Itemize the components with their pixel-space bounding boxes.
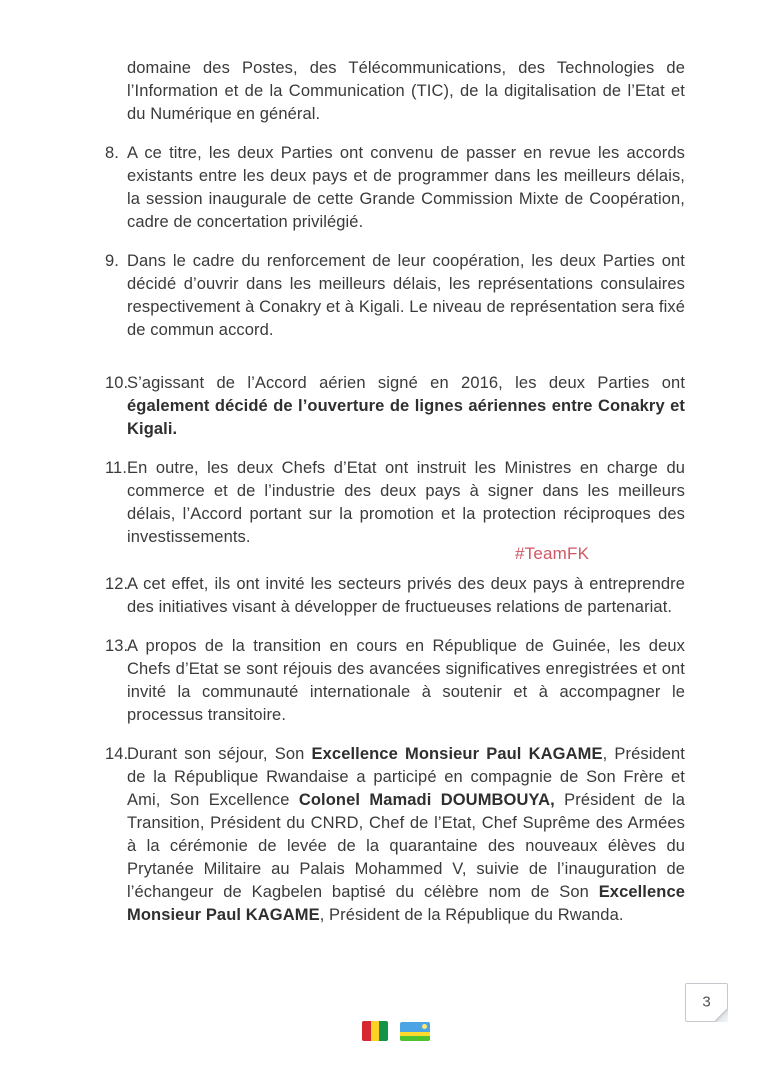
flag-band-green [379, 1021, 388, 1041]
paragraph-text: A propos de la transition en cours en République de Guinée, les deux Chefs d’Etat se sont réjouis des avancées significatives enregistrées et ont invité la communauté internationale à soutenir et à accompagner le processus transitoire. [127, 637, 685, 724]
paragraph-text: A ce titre, les deux Parties ont convenu de passer en revue les accords existants entre les deux pays et de programmer dans les meilleurs délais, la session inaugurale de cette Grande Commission Mixte de Coopération, cadre de concertation privilégié. [127, 144, 685, 231]
paragraph-number: 9. [105, 252, 119, 270]
paragraph-text-bold: Excellence Monsieur Paul KAGAME [127, 883, 685, 924]
paragraph-number: 13. [105, 637, 129, 655]
paragraph-number: 10. [105, 374, 129, 392]
flag-band-red [362, 1021, 371, 1041]
guinea-flag-icon [362, 1021, 388, 1041]
paragraph-text-bold: Excellence Monsieur Paul KAGAME [311, 745, 603, 763]
page-number: 3 [702, 992, 711, 1010]
paragraph-number: 14. [105, 745, 129, 763]
paragraph-text-bold: Colonel Mamadi DOUMBOUYA, [298, 791, 555, 809]
document-body [105, 57, 685, 927]
paragraph-number: 12. [105, 575, 129, 593]
paragraph-number: 11. [105, 459, 128, 477]
paragraph [105, 457, 685, 549]
paragraph-text: En outre, les deux Chefs d’Etat ont instruit les Ministres en charge du commerce et de l’industrie des deux pays à signer dans les meilleurs délais, l’Accord portant sur la promotion et la protection réciproques des investissements. [127, 459, 685, 546]
paragraph [105, 57, 685, 126]
paragraph-text-bold: également décidé de l’ouverture de lignes aériennes entre Conakry et Kigali. [127, 397, 685, 438]
rwanda-flag-icon [400, 1022, 430, 1041]
paragraph [105, 573, 685, 619]
page-number-box [685, 983, 728, 1022]
paragraph-text: Président de la Transition, Président du CNRD, Chef de l’Etat, Chef Suprême des Armées à la cérémonie de levée de la quarantaine des nouveaux élèves du Prytanée Militaire au Palais Mohammed V, suivie de l’inauguration de l’échangeur de Kagbelen baptisé du célèbre nom de Son [127, 791, 685, 901]
paragraph [105, 250, 685, 342]
paragraph-number: 8. [105, 144, 119, 162]
paragraph-text: A cet effet, ils ont invité les secteurs privés des deux pays à entreprendre des initiatives visant à développer de fructueuses relations de partenariat. [127, 575, 685, 616]
page-corner-fold-icon [714, 1008, 728, 1022]
paragraph-text: , Président de la République Rwandaise a participé en compagnie de Son Frère et Ami, Son Excellence [127, 745, 685, 809]
paragraph-text: domaine des Postes, des Télécommunications, des Technologies de l’Information et de la Communication (TIC), de la digitalisation de l’Etat et du Numérique en général. [127, 59, 685, 123]
paragraph-text: S’agissant de l’Accord aérien signé en 2016, les deux Parties ont [127, 374, 685, 392]
paragraph [105, 743, 685, 927]
flag-band-blue [400, 1022, 430, 1032]
paragraph [105, 142, 685, 234]
paragraph-text: Dans le cadre du renforcement de leur coopération, les deux Parties ont décidé d’ouvrir dans les meilleurs délais, les représentations consulaires respectivement à Conakry et à Kigali. Le niveau de représentation sera fixé de commun accord. [127, 252, 685, 339]
paragraph-text: , Président de la République du Rwanda. [319, 906, 624, 924]
flag-band-green [400, 1036, 430, 1041]
flag-band-yellow [371, 1021, 380, 1041]
flag-sun-icon [422, 1024, 427, 1029]
team-fk-watermark: #TeamFK [515, 544, 590, 563]
paragraph [105, 372, 685, 441]
paragraph [105, 635, 685, 727]
paragraph-text: Durant son séjour, Son [127, 745, 312, 763]
